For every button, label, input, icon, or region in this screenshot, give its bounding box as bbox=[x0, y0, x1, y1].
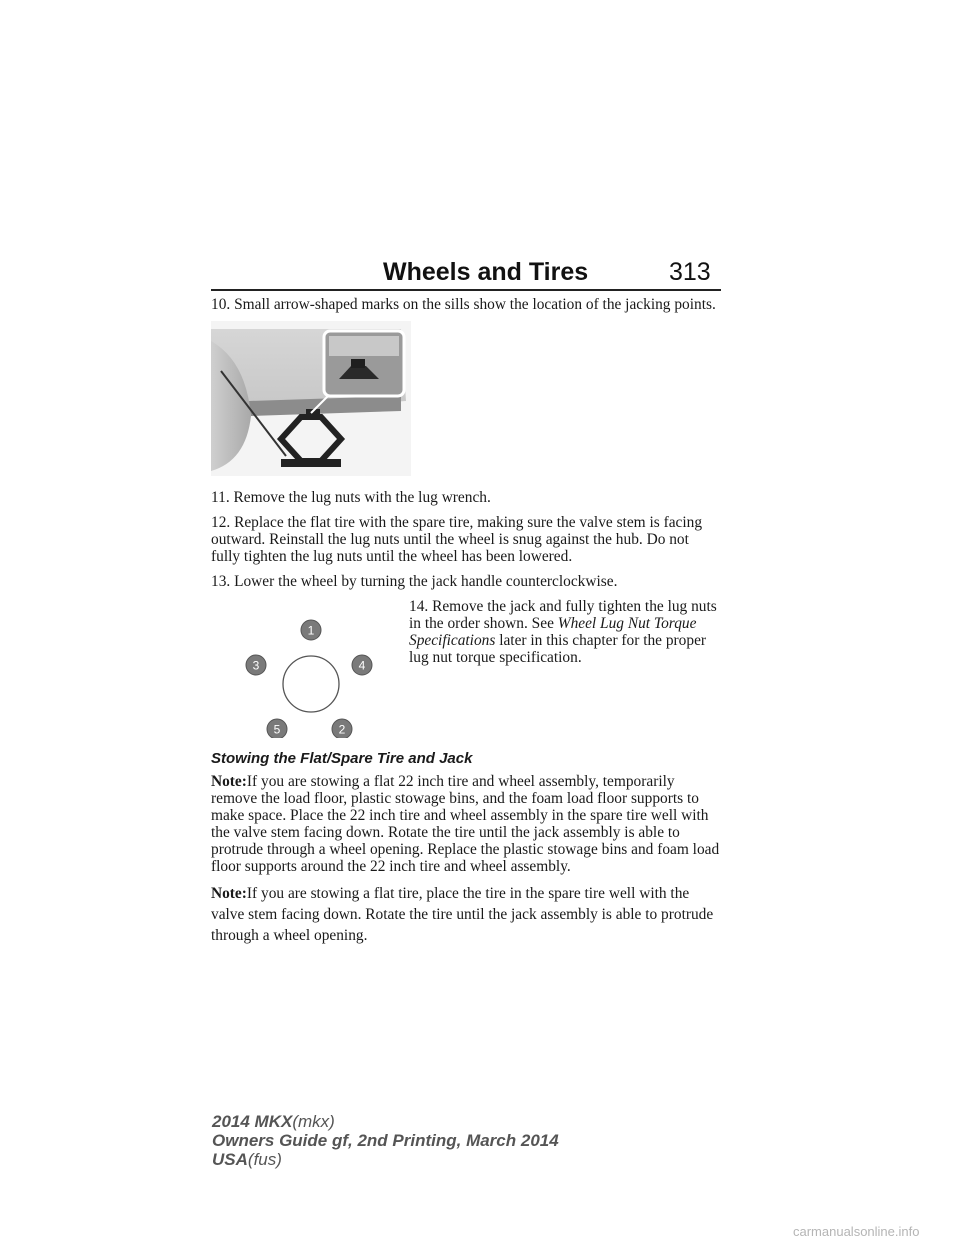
lug-nut-1-label: 1 bbox=[307, 623, 315, 638]
lug-nut-2-label: 2 bbox=[338, 722, 346, 737]
step-14-post: later in this chapter for the proper lug nut torque specification. bbox=[409, 632, 707, 666]
footer-market: USA bbox=[212, 1150, 248, 1169]
lug-nut-5-label: 5 bbox=[273, 722, 281, 737]
page-number: 313 bbox=[669, 258, 711, 286]
note-2 bbox=[211, 883, 721, 946]
note-1 bbox=[211, 773, 721, 875]
footer-line-2: Owners Guide gf, 2nd Printing, March 2014 bbox=[212, 1131, 559, 1150]
lug-nut-2 bbox=[332, 719, 352, 738]
footer-model: 2014 MKX bbox=[212, 1112, 293, 1131]
page-section-title: Wheels and Tires bbox=[383, 258, 589, 286]
lug-nut-order-diagram bbox=[211, 598, 409, 738]
lug-nut-4-label: 4 bbox=[358, 658, 366, 673]
document-footer bbox=[212, 1112, 559, 1169]
footer-line-1 bbox=[212, 1112, 559, 1131]
jack-placement-illustration bbox=[211, 321, 411, 476]
section-heading: Stowing the Flat/Spare Tire and Jack bbox=[211, 750, 473, 767]
note-2-label: Note: bbox=[211, 885, 247, 902]
torque-spec-reference: Wheel Lug Nut Torque Specifications bbox=[409, 615, 697, 649]
step-11-text: 11. Remove the lug nuts with the lug wrench. bbox=[211, 489, 491, 506]
step-14-block bbox=[211, 598, 721, 738]
header-divider bbox=[211, 289, 721, 291]
lug-nut-3-label: 3 bbox=[252, 658, 260, 673]
note-1-label: Note: bbox=[211, 773, 247, 790]
footer-model-code: (mkx) bbox=[292, 1112, 335, 1131]
step-14-text bbox=[409, 598, 721, 738]
lug-nut-4 bbox=[352, 655, 372, 675]
lug-nut-1 bbox=[301, 620, 321, 640]
lug-nut-5 bbox=[267, 719, 287, 738]
step-13-text: 13. Lower the wheel by turning the jack handle counterclockwise. bbox=[211, 573, 618, 590]
site-watermark: carmanualsonline.info bbox=[793, 1224, 920, 1239]
step-12-text: 12. Replace the flat tire with the spare tire, making sure the valve stem is facing outward. Reinstall the lug nuts until the wheel is snug against the hub. Do not fully tighten the lug nuts until the wheel has been lowered. bbox=[211, 514, 703, 565]
step-14-pre: 14. Remove the jack and fully tighten the lug nuts in the order shown. See bbox=[409, 598, 717, 632]
step-10-text: 10. Small arrow-shaped marks on the sills show the location of the jacking points. bbox=[211, 296, 716, 313]
lug-nut-3 bbox=[246, 655, 266, 675]
note-2-text: If you are stowing a flat tire, place the tire in the spare tire well with the valve stem facing down. Rotate the tire until the jack assembly is able to protrude through a wheel opening. bbox=[211, 885, 714, 944]
footer-line-3 bbox=[212, 1150, 559, 1169]
page-content bbox=[211, 296, 721, 954]
footer-market-code: (fus) bbox=[247, 1150, 282, 1169]
note-1-text: If you are stowing a flat 22 inch tire and wheel assembly, temporarily remove the load floor, plastic stowage bins, and the foam load floor supports to make space. Place the 22 inch tire and wheel assembly in the spare tire well with the valve stem facing down. Rotate the tire until the jack assembly is able to protrude through a wheel opening. Replace the plastic stowage bins and foam load floor supports around the 22 inch tire and wheel assembly. bbox=[211, 773, 720, 875]
